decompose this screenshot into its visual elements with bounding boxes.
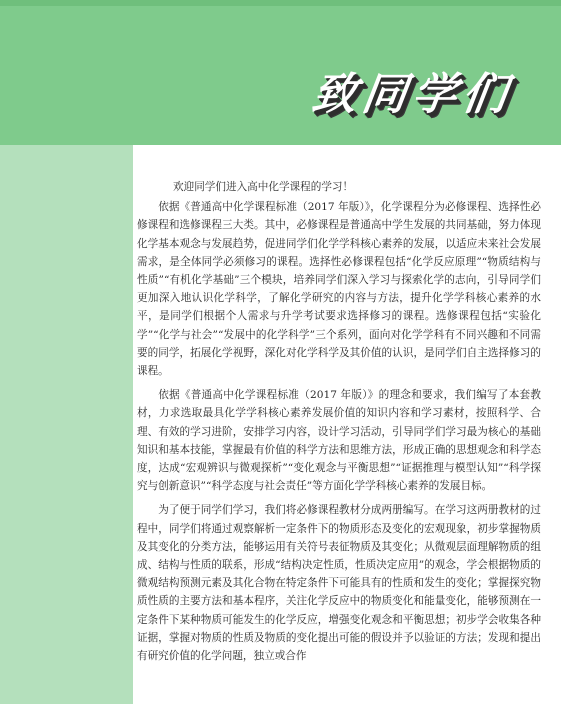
header-top-line bbox=[0, 0, 561, 6]
page-title: 致同学们 bbox=[308, 69, 516, 120]
body-text bbox=[137, 178, 541, 671]
paragraph: 依据《普通高中化学课程标准（2017 年版）》，化学课程分为必修课程、选择性必修课程和选修课程三大类。其中，必修课程是普通高中学生发展的共同基础，努力体现化学基本观念与发展趋势，促进同学们化学学科核心素养的发展，以适应未来社会发展需求，是全体同学必须修习的课程。选择性必修课程包括“化学反应原理”“物质结构与性质”“有机化学基础”三个模块，培养同学们深入学习与探索化学的志向，引导同学们更加深入地认识化学科学，了解化学研究的内容与方法，提升化学学科核心素养的水平，是同学们根据个人需求与升学考试要求选择修习的课程。选修课程包括“实验化学”“化学与社会”“发展中的化学科学”三个系列，面向对化学学科有不同兴趣和不同需要的同学，拓展化学视野，深化对化学科学及其价值的认识，是同学们自主选择修习的课程。 bbox=[137, 201, 541, 378]
paragraph: 依据《普通高中化学课程标准（2017 年版）》的理念和要求，我们编写了本套教材，力求选取最具化学学科核心素养发展价值的知识内容和学习素材，按照科学、合理、有效的学习进阶，安排学习内容，设计学习活动，引导同学们学习最为核心的基础知识和基本技能，掌握最有价值的科学方法和思维方法，形成正确的思想观念和科学态度，达成“宏观辨识与微观探析”“变化观念与平衡思想”“证据推理与模型认知”“科学探究与创新意识”“科学态度与社会责任”等方面化学学科核心素养的发展目标。 bbox=[137, 389, 541, 493]
paragraph: 为了便于同学们学习，我们将必修课程教材分成两册编写。在学习这两册教材的过程中，同学们将通过观察解析一定条件下的物质形态及变化的宏观现象，初步掌握物质及其变化的分类方法，能够运用有关符号表征物质及其变化；从微观层面理解物质的组成、结构与性质的联系，形成“结构决定性质，性质决定应用”的观念，学会根据物质的微观结构预测元素及其化合物在特定条件下可能具有的性质和发生的变化；掌握探究物质性质的主要方法和基本程序，关注化学反应中的物质变化和能量变化，能够预测在一定条件下某种物质可能发生的化学反应，增强变化观念和平衡思想；初步学会收集各种证据，掌握对物质的性质及物质的变化提出可能的假设并予以验证的方法；发现和提出有研究价值的化学问题，独立或合作 bbox=[137, 504, 541, 663]
greeting-paragraph: 欢迎同学们进入高中化学课程的学习！ bbox=[173, 181, 354, 193]
left-margin-band bbox=[0, 145, 133, 704]
